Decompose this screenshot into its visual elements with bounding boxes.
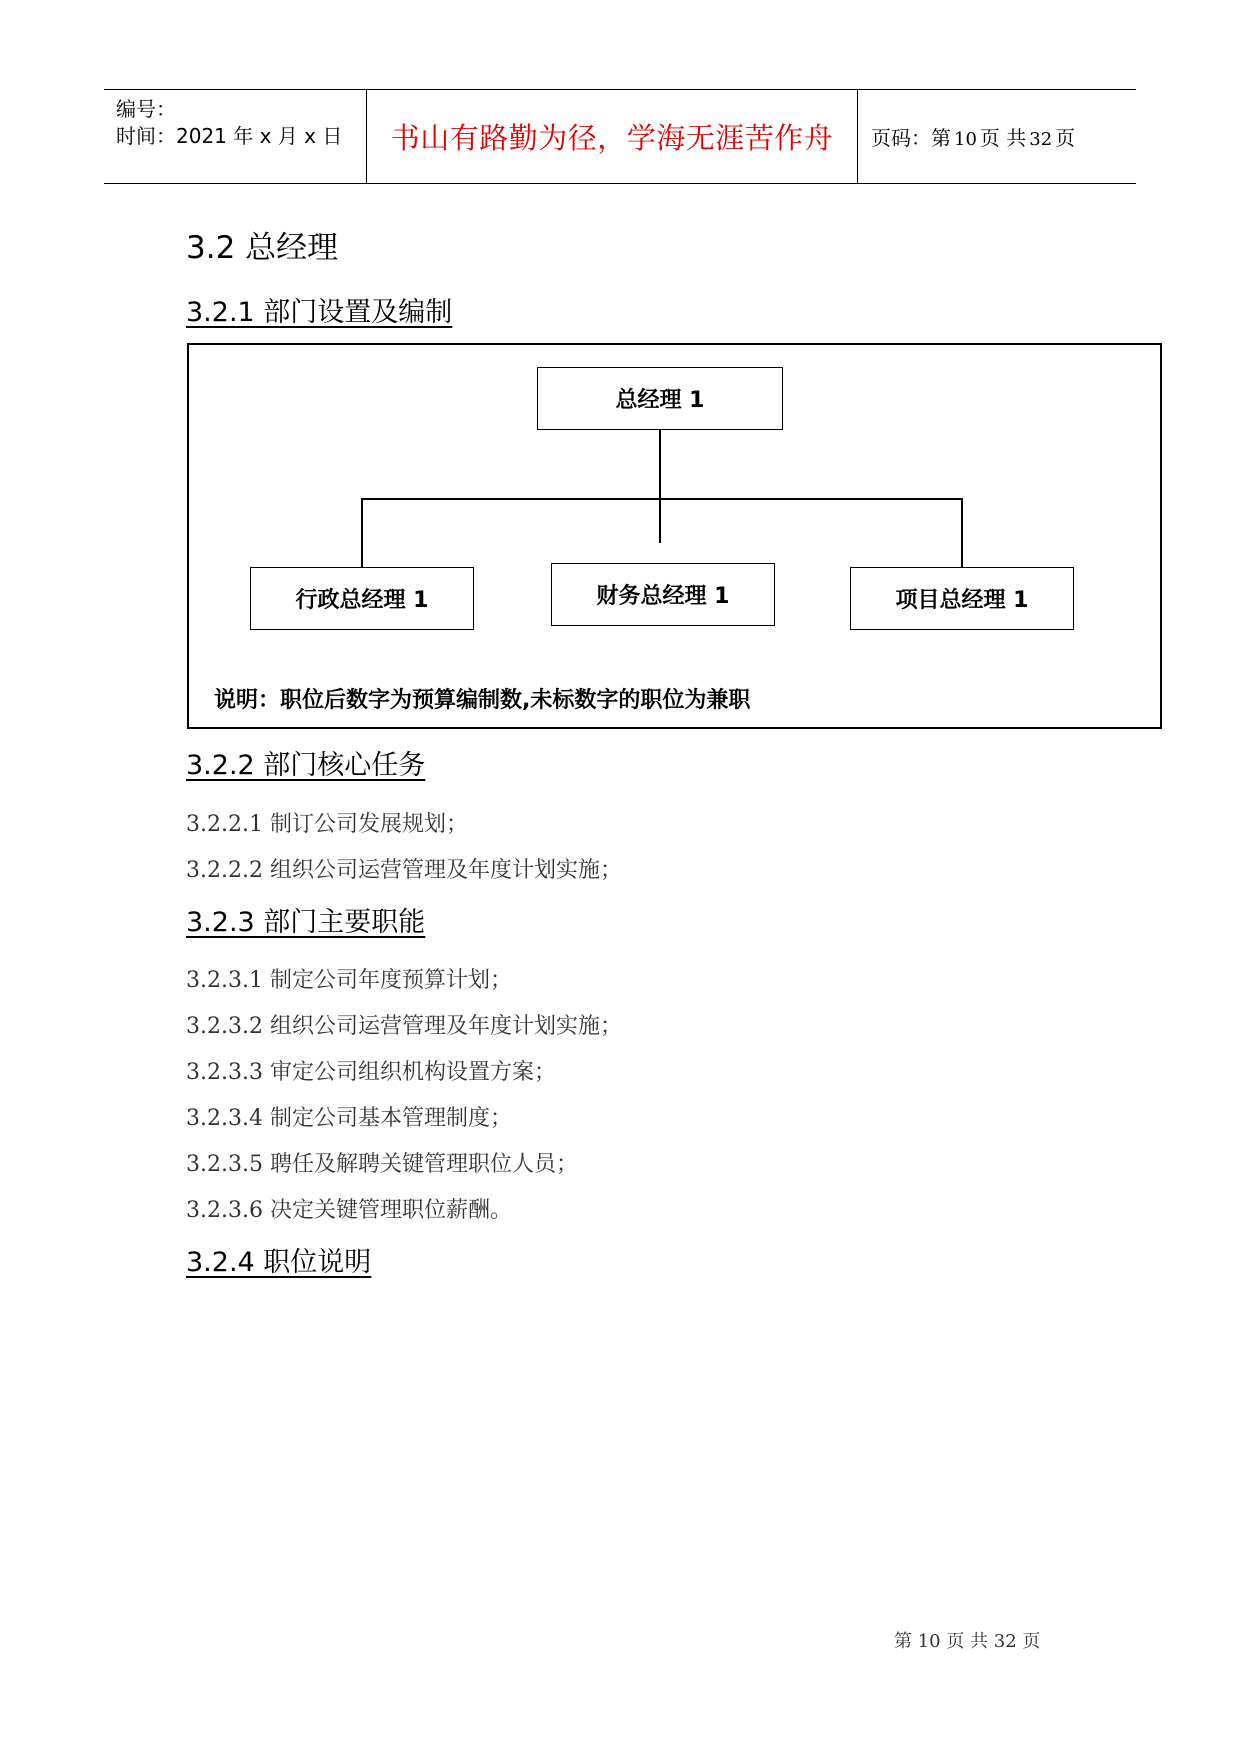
header-page-cell [859, 90, 1136, 183]
list-item: 3.2.3.6 决定关键管理职位薪酬。 [186, 1198, 512, 1223]
section-title: 3.2 总经理 [186, 230, 339, 266]
list-item: 3.2.3.4 制定公司基本管理制度； [186, 1106, 512, 1131]
subsection-title-job-description: 3.2.4 职位说明 [186, 1247, 372, 1278]
page-code-suffix: 页 [1055, 126, 1076, 150]
page-code [871, 122, 1075, 151]
subsection-title-functions: 3.2.3 部门主要职能 [186, 907, 426, 938]
page-total: 32 [1029, 129, 1053, 150]
list-item: 3.2.3.3 审定公司组织机构设置方案； [186, 1060, 556, 1085]
header-motto-cell [367, 90, 858, 183]
org-connector-right [961, 498, 963, 567]
subsection-title-setup: 3.2.1 部门设置及编制 [186, 297, 453, 328]
motto-text: 书山有路勤为径，学海无涯苦作舟 [390, 121, 834, 155]
subsection-title-core-tasks: 3.2.2 部门核心任务 [186, 750, 426, 781]
list-item: 3.2.3.5 聘任及解聘关键管理职位人员； [186, 1152, 578, 1177]
org-chart-frame [187, 343, 1162, 729]
org-chart-note: 说明：职位后数字为预算编制数,未标数字的职位为兼职 [214, 688, 751, 713]
list-item: 3.2.2.2 组织公司运营管理及年度计划实施； [186, 858, 622, 883]
list-item: 3.2.3.1 制定公司年度预算计划； [186, 968, 512, 993]
list-item: 3.2.2.1 制订公司发展规划； [186, 812, 468, 837]
org-connector-root [659, 430, 661, 543]
org-node-admin: 行政总经理 1 [250, 567, 474, 630]
number-label: 编号： [116, 97, 176, 121]
org-connector-left [361, 498, 363, 567]
list-item: 3.2.3.2 组织公司运营管理及年度计划实施； [186, 1014, 622, 1039]
header-info-cell [104, 90, 367, 183]
org-node-project: 项目总经理 1 [850, 567, 1074, 630]
time-label: 时间：2021 年 x 月 x 日 [116, 124, 343, 148]
org-node-root: 总经理 1 [537, 367, 783, 430]
page-header [104, 89, 1136, 184]
org-connector-horizontal [361, 498, 962, 500]
page-code-prefix: 页码：第 [871, 126, 951, 150]
page-current: 10 [954, 129, 977, 150]
page-footer: 第 10 页 共 32 页 [894, 1631, 1041, 1652]
org-node-finance: 财务总经理 1 [551, 563, 775, 626]
page-code-mid: 页 共 [979, 126, 1027, 150]
